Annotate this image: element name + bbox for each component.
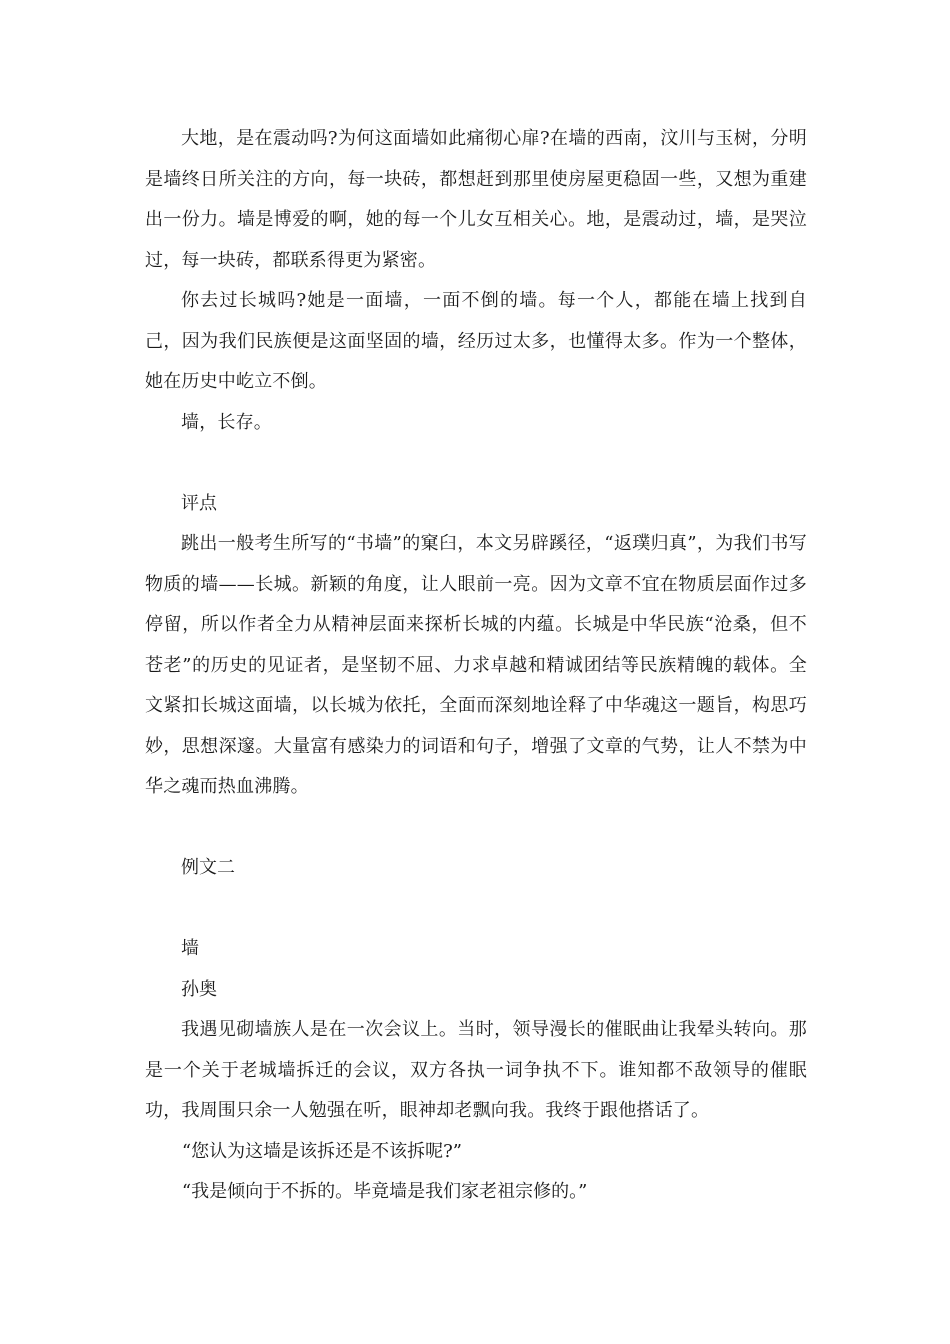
blank-line xyxy=(145,889,807,930)
dialogue-answer: “我是倾向于不拆的。毕竟墙是我们家老祖宗修的。” xyxy=(181,1181,588,1202)
blank-line xyxy=(145,808,807,849)
essay-title: 墙 xyxy=(181,938,199,959)
document-page xyxy=(145,119,807,1213)
comment-heading: 评点 xyxy=(181,492,217,514)
paragraph-meeting: 我遇见砌墙族人是在一次会议上。当时，领导漫长的催眠曲让我晕头转向。那是一个关于老城墙拆迁的会议，双方各执一词争执不下。谁知都不敌领导的催眠功，我周围只余一人勉强在听，眼神却老飘向我。我终于跟他搭话了。 xyxy=(145,1019,807,1121)
paragraph-wall-endures: 墙，长存。 xyxy=(181,411,272,433)
essay-author: 孙奥 xyxy=(181,978,217,1000)
dialogue-question: “您认为这墙是该拆还是不该拆呢?” xyxy=(181,1140,462,1162)
comment-paragraph: 跳出一般考生所写的“书墙”的窠臼，本文另辟蹊径，“返璞归真”，为我们书写物质的墙——长城。新颖的角度，让人眼前一亮。因为文章不宜在物质层面作过多停留，所以作者全力从精神层面来探析长城的内蕴。长城是中华民族“沧桑，但不苍老”的历史的见证者，是坚韧不屈、力求卓越和精诚团结等民族精魄的载体。全文紧扣长城这面墙，以长城为依托，全面而深刻地诠释了中华魂这一题旨，构思巧妙，思想深邃。大量富有感染力的词语和句子，增强了文章的气势，让人不禁为中华之魂而热血沸腾。 xyxy=(145,533,807,797)
example-heading: 例文二 xyxy=(181,857,235,878)
blank-line xyxy=(145,443,807,484)
paragraph-great-wall: 你去过长城吗?她是一面墙，一面不倒的墙。每一个人，都能在墙上找到自己，因为我们民族便是这面坚固的墙，经历过太多，也懂得太多。作为一个整体，她在历史中屹立不倒。 xyxy=(145,290,807,392)
paragraph-earthquake: 大地，是在震动吗?为何这面墙如此痛彻心扉?在墙的西南，汶川与玉树，分明是墙终日所关注的方向，每一块砖，都想赶到那里使房屋更稳固一些，又想为重建出一份力。墙是博爱的啊，她的每一个儿女互相关心。地，是震动过，墙，是哭泣过，每一块砖，都联系得更为紧密。 xyxy=(145,128,807,271)
